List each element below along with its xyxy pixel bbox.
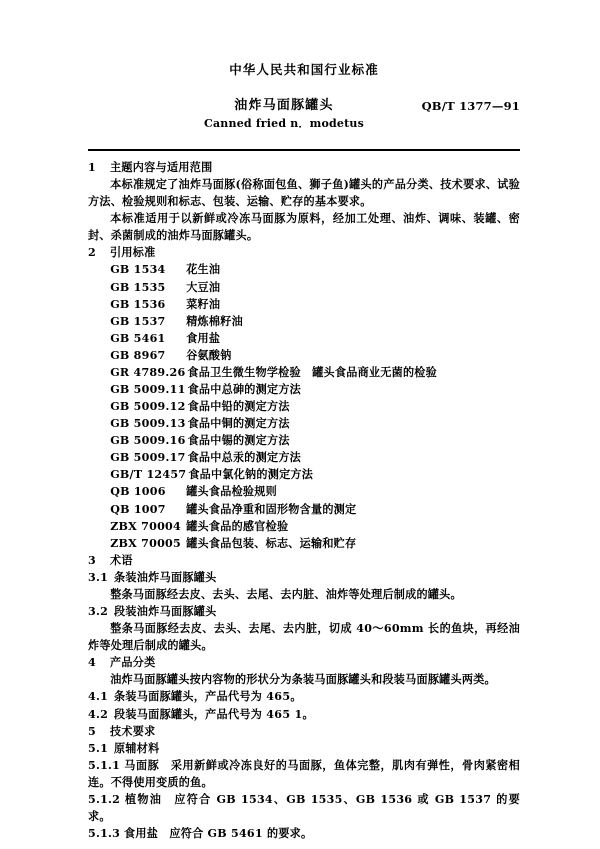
section-3-2-title: 段装油炸马面豚罐头 — [114, 605, 217, 619]
referenced-standard-code: GB/T 12457 — [110, 468, 187, 482]
masthead — [88, 0, 520, 151]
referenced-standard-name: 食用盐 — [186, 331, 221, 345]
referenced-standard-code: GB 1534 — [110, 263, 166, 277]
referenced-standard-code: GB 5009.17 — [110, 451, 186, 465]
document-body — [88, 159, 520, 842]
referenced-standard-item — [88, 398, 520, 415]
referenced-standard-item — [88, 432, 520, 449]
referenced-standard-item — [88, 347, 520, 364]
section-3-2-number: 3.2 — [88, 605, 109, 619]
section-5-1-1 — [88, 757, 520, 791]
section-1-number: 1 — [88, 161, 97, 174]
referenced-standard-code: ZBX 70004 — [110, 519, 181, 533]
referenced-standard-name: 罐头食品的感官检验 — [186, 519, 289, 533]
referenced-standard-code: GB 5009.11 — [110, 383, 186, 397]
section-4-number: 4 — [88, 656, 97, 670]
section-3-1-heading — [88, 569, 520, 586]
referenced-standard-name: 食品中锡的测定方法 — [187, 434, 290, 448]
referenced-standards-list — [88, 261, 520, 551]
section-3-2-body: 整条马面豚经去皮、去头、去尾、去内脏，切成 40～60mm 长的鱼块，再经油炸等处理后制成的罐头。 — [88, 622, 520, 653]
section-5-1-heading — [88, 740, 520, 757]
referenced-standard-name: 食品中氯化钠的测定方法 — [188, 468, 314, 482]
section-3-number: 3 — [88, 553, 97, 567]
referenced-standard-item — [88, 483, 520, 500]
referenced-standard-name: 精炼棉籽油 — [186, 314, 243, 328]
referenced-standard-code: QB 1006 — [110, 485, 166, 499]
referenced-standard-code: QB 1007 — [110, 502, 166, 516]
page-content — [88, 0, 520, 842]
referenced-standard-name: 食品中总汞的测定方法 — [187, 451, 302, 465]
section-4-intro: 油炸马面豚罐头按内容物的形状分为条装马面豚罐头和段装马面豚罐头两类。 — [110, 673, 496, 687]
section-5-title: 技术要求 — [110, 724, 156, 738]
section-2-number: 2 — [88, 246, 97, 260]
section-5-1-2 — [88, 791, 520, 825]
document-title-english: Canned fried n．modetus — [204, 116, 364, 130]
referenced-standard-name: 食品中铅的测定方法 — [187, 400, 290, 414]
section-5-1-1-text: 马面豚 采用新鲜或冷冻良好的马面豚，鱼体完整，肌肉有弹性，骨肉紧密相连。不得使用变质的鱼。 — [88, 758, 520, 789]
section-1-paragraph-1: 本标准规定了油炸马面豚(俗称面包鱼、狮子鱼)罐头的产品分类、技术要求、试验方法、检验规则和标志、包装、运输、贮存的基本要求。 — [88, 178, 520, 209]
section-1-heading — [88, 159, 520, 176]
section-5-1-3 — [88, 825, 520, 842]
referenced-standard-code: GB 1536 — [110, 297, 166, 311]
section-3-1-title: 条装油炸马面豚罐头 — [114, 570, 217, 584]
header-divider — [88, 149, 520, 151]
referenced-standard-code: GB 5009.12 — [110, 400, 186, 414]
title-block — [88, 97, 520, 141]
section-5-1-2-text: 植物油 应符合 GB 1534、GB 1535、GB 1536 或 GB 1537 的要求。 — [88, 792, 520, 823]
section-5-heading — [88, 723, 520, 740]
referenced-standard-name: 食品中总砷的测定方法 — [187, 383, 302, 397]
referenced-standard-item — [88, 330, 520, 347]
section-4-1-number: 4.1 — [88, 690, 109, 704]
referenced-standard-item — [88, 279, 520, 296]
referenced-standard-code: GR 4789.26 — [110, 365, 186, 379]
referenced-standard-name: 菜籽油 — [186, 297, 221, 311]
referenced-standard-item — [88, 261, 520, 278]
referenced-standard-name: 罐头食品检验规则 — [186, 485, 277, 499]
referenced-standard-item — [88, 296, 520, 313]
section-5-1-2-number: 5.1.2 — [88, 792, 121, 806]
standard-number: QB/T 1377—91 — [421, 99, 520, 113]
referenced-standard-name: 大豆油 — [186, 280, 221, 294]
section-3-1-number: 3.1 — [88, 570, 109, 584]
section-3-title: 术语 — [110, 553, 133, 567]
national-standard-header: 中华人民共和国行业标准 — [229, 62, 379, 77]
section-2-heading — [88, 244, 520, 261]
referenced-standard-item — [88, 466, 520, 483]
referenced-standard-code: GB 1537 — [110, 314, 166, 328]
section-4-2 — [88, 706, 520, 723]
section-5-1-3-number: 5.1.3 — [88, 827, 121, 841]
referenced-standard-name: 食品卫生微生物学检验 罐头食品商业无菌的检验 — [187, 365, 437, 379]
referenced-standard-code: GB 8967 — [110, 348, 166, 362]
document-title-chinese: 油炸马面豚罐头 — [234, 98, 334, 113]
section-5-1-number: 5.1 — [88, 741, 109, 755]
section-4-1 — [88, 688, 520, 705]
section-4-title: 产品分类 — [110, 656, 156, 670]
referenced-standard-name: 罐头食品包装、标志、运输和贮存 — [186, 536, 357, 550]
section-5-1-1-number: 5.1.1 — [88, 758, 121, 772]
section-2-title: 引用标准 — [110, 246, 156, 260]
referenced-standard-name: 罐头食品净重和固形物含量的测定 — [186, 502, 357, 516]
referenced-standard-item — [88, 501, 520, 518]
referenced-standard-code: ZBX 70005 — [110, 536, 181, 550]
referenced-standard-name: 食品中铜的测定方法 — [187, 417, 290, 431]
referenced-standard-name: 谷氨酸钠 — [186, 348, 232, 362]
referenced-standard-item — [88, 415, 520, 432]
referenced-standard-item — [88, 364, 520, 381]
referenced-standard-code: GB 5461 — [110, 331, 166, 345]
section-3-heading — [88, 552, 520, 569]
referenced-standard-item — [88, 518, 520, 535]
referenced-standard-item — [88, 449, 520, 466]
section-5-number: 5 — [88, 724, 97, 738]
section-4-1-text: 条装马面豚罐头，产品代号为 465。 — [114, 690, 302, 704]
section-4-2-number: 4.2 — [88, 707, 109, 721]
section-1-paragraph-2: 本标准适用于以新鲜或冷冻马面豚为原料，经加工处理、油炸、调味、装罐、密封、杀菌制成的油炸马面豚罐头。 — [88, 212, 520, 243]
referenced-standard-item — [88, 313, 520, 330]
section-1-title: 主题内容与适用范围 — [110, 161, 213, 174]
referenced-standard-code: GB 5009.13 — [110, 417, 186, 431]
section-5-1-title: 原辅材料 — [114, 741, 160, 755]
section-3-2-heading — [88, 603, 520, 620]
section-4-heading — [88, 654, 520, 671]
referenced-standard-item — [88, 535, 520, 552]
referenced-standard-item — [88, 381, 520, 398]
referenced-standard-code: GB 1535 — [110, 280, 166, 294]
section-5-1-3-text: 食用盐 应符合 GB 5461 的要求。 — [124, 827, 313, 841]
referenced-standard-name: 花生油 — [186, 263, 221, 277]
section-3-1-body: 整条马面豚经去皮、去头、去尾、去内脏、油炸等处理后制成的罐头。 — [110, 587, 462, 601]
referenced-standard-code: GB 5009.16 — [110, 434, 186, 448]
section-4-2-text: 段装马面豚罐头，产品代号为 465 1。 — [114, 707, 314, 721]
